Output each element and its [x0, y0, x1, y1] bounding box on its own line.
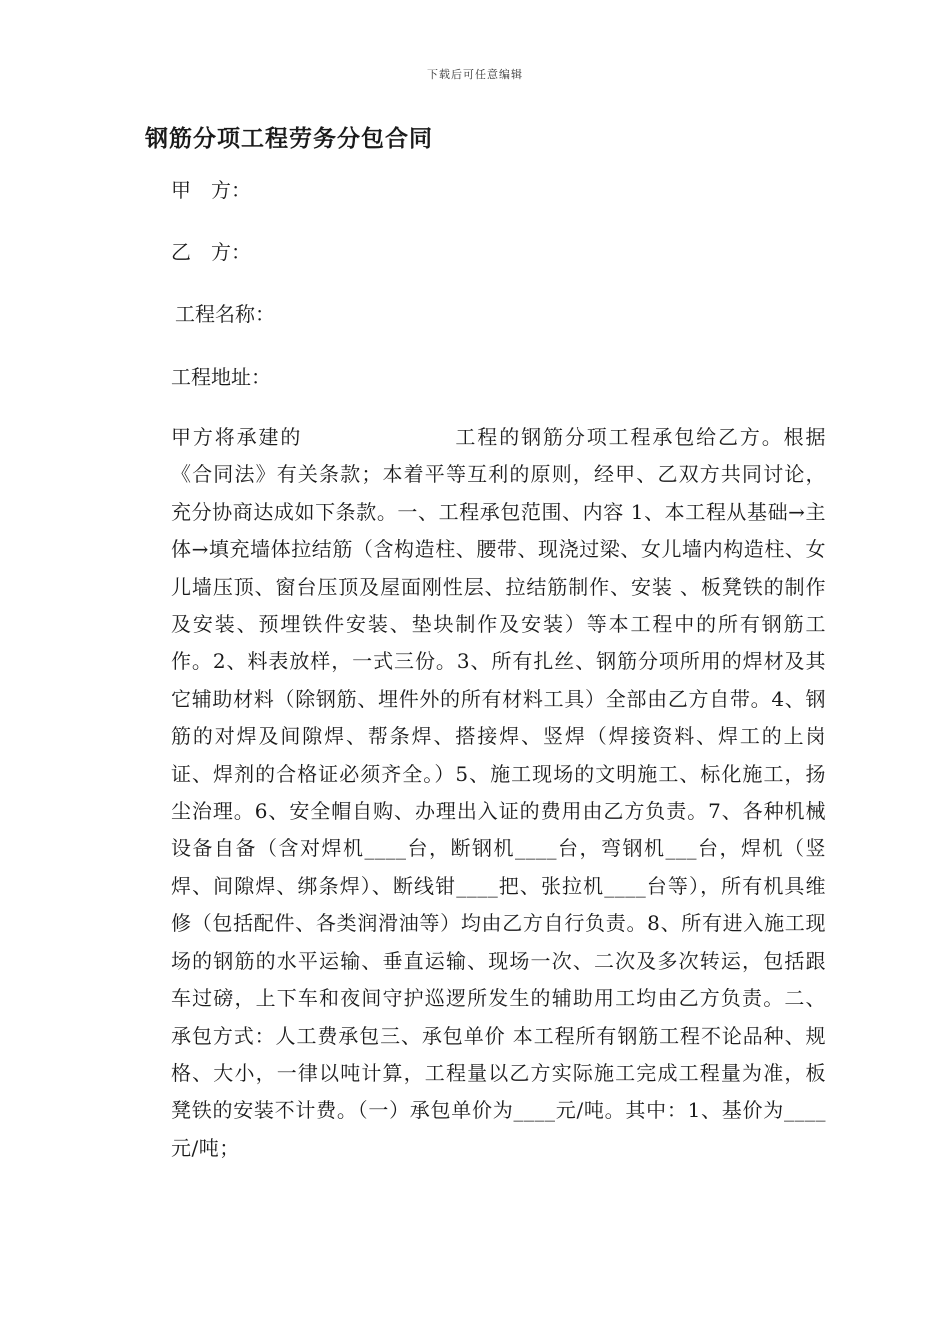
- party-a-field: 甲 方：: [171, 178, 251, 202]
- project-address-field: 工程地址：: [171, 365, 271, 389]
- document-title: 钢筋分项工程劳务分包合同: [145, 126, 433, 152]
- header-note: 下载后可任意编辑: [427, 68, 523, 81]
- project-name-field: 工程名称：: [175, 302, 275, 326]
- party-b-field: 乙 方：: [171, 240, 251, 264]
- contract-body-text: 甲方将承建的 工程的钢筋分项工程承包给乙方。根据《合同法》有关条款；本着平等互利的原则，经甲、乙双方共同讨论，充分协商达成如下条款。一、工程承包范围、内容 1、本工程从基础→主体→填充墙体拉结筋（含构造柱、腰带、现浇过梁、女儿墙内构造柱、女儿墙压顶、窗台压顶及屋面刚性层、拉结筋制作、安装 、板凳铁的制作及安装、预埋铁件安装、垫块制作及安装）等本工程中的所有钢筋工作。2、料表放样，一式三份。3、所有扎丝、钢筋分项所用的焊材及其它辅助材料（除钢筋、埋件外的所有材料工具）全部由乙方自带。4、钢筋的对焊及间隙焊、帮条焊、搭接焊、竖焊（焊接资料、焊工的上岗证、焊剂的合格证必须齐全。）5、施工现场的文明施工、标化施工，扬尘治理。6、安全帽自购、办理出入证的费用由乙方负责。7、各种机械设备自备（含对焊机____台，断钢机____台，弯钢机___台，焊机（竖焊、间隙焊、绑条焊）、断线钳____把、张拉机____台等），所有机具维修（包括配件、各类润滑油等）均由乙方自行负责。8、所有进入施工现场的钢筋的水平运输、垂直运输、现场一次、二次及多次转运，包括跟车过磅，上下车和夜间守护巡逻所发生的辅助用工均由乙方负责。二、承包方式：人工费承包三、承包单价 本工程所有钢筋工程不论品种、规格、大小，一律以吨计算，工程量以乙方实际施工完成工程量为准，板凳铁的安装不计费。（一）承包单价为____元/吨。其中：1、基价为____元/吨；: [171, 425, 826, 1160]
